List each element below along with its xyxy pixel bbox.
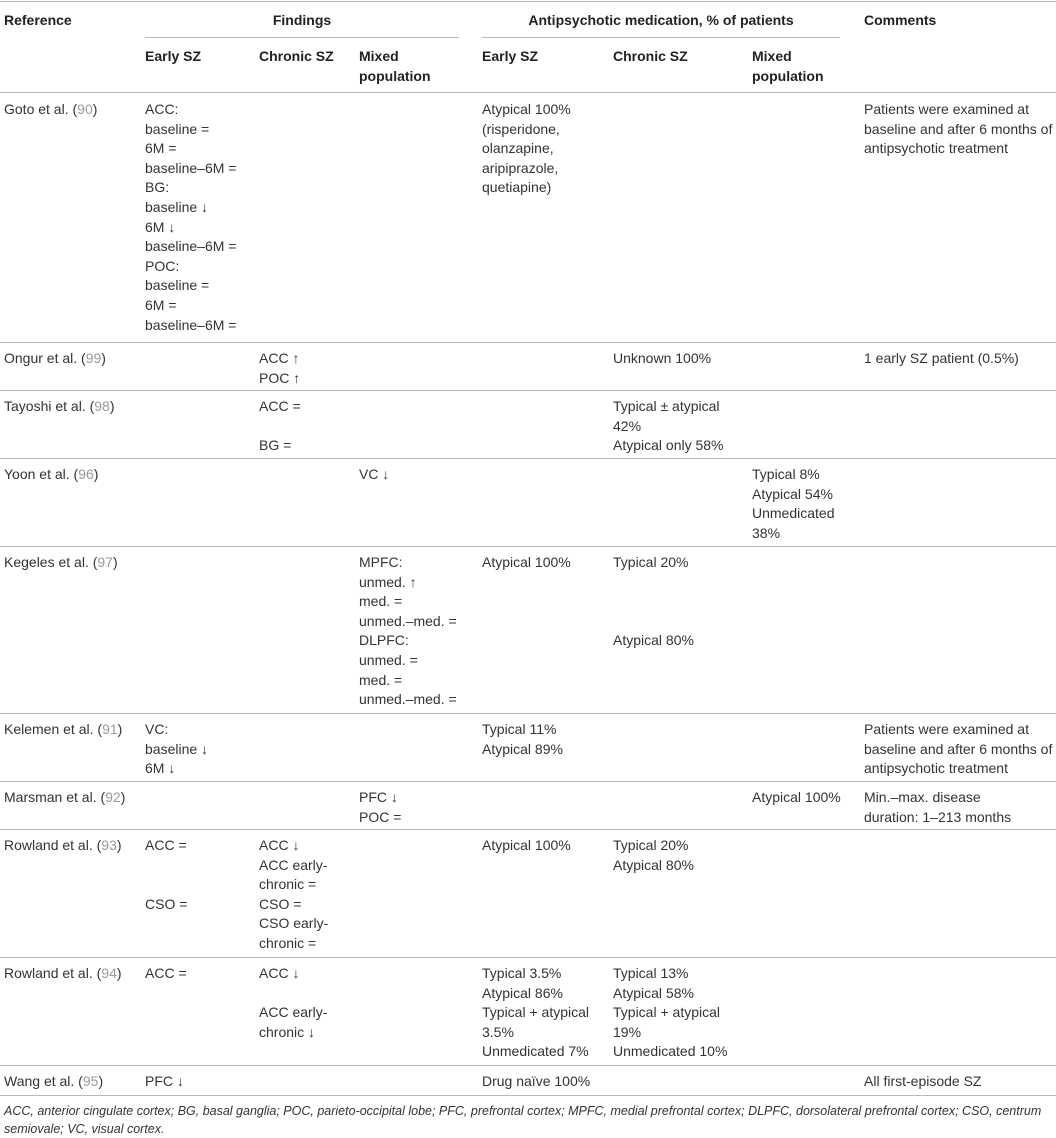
reference-cell <box>4 100 97 120</box>
table-footnote: ACC, anterior cingulate cortex; BG, basal ganglia; POC, parieto-occipital lobe; PFC, prefrontal cortex; MPFC, medial prefrontal cortex; DLPFC, dorsolateral prefrontal cortex; CSO, centrum semiovale; VC, visual cortex. <box>4 1104 1042 1136</box>
reference-close-paren: ) <box>120 789 126 805</box>
reference-close-paren: ) <box>112 554 118 570</box>
reference-number-link[interactable]: 97 <box>97 554 113 570</box>
reference-author: Kelemen et al. ( <box>4 721 103 737</box>
reference-author: Rowland et al. ( <box>4 965 102 981</box>
reference-cell <box>4 836 122 856</box>
medication-early-sz-cell: Typical 3.5% Atypical 86% Typical + atypical 3.5% Unmedicated 7% <box>482 965 589 1060</box>
findings-mixed-cell: PFC ↓ POC = <box>359 789 402 825</box>
row-divider <box>0 342 1056 343</box>
reference-number-link[interactable]: 95 <box>82 1073 99 1089</box>
reference-cell <box>4 1072 103 1092</box>
reference-author: Rowland et al. ( <box>4 837 102 853</box>
row-divider <box>0 458 1056 459</box>
row-divider <box>0 829 1056 830</box>
reference-close-paren: ) <box>117 721 123 737</box>
comment-cell: All first-episode SZ <box>864 1073 982 1089</box>
header-findings-early-sz: Early SZ <box>145 48 202 64</box>
findings-chronic-sz-cell: ACC = BG = <box>259 398 301 454</box>
reference-number-link[interactable]: 92 <box>105 789 121 805</box>
comment-cell: 1 early SZ patient (0.5%) <box>864 350 1019 366</box>
findings-early-sz-cell: PFC ↓ <box>145 1073 184 1089</box>
medication-chronic-sz-cell: Typical 20% Atypical 80% <box>613 554 694 649</box>
reference-cell <box>4 349 106 369</box>
header-medication: Antipsychotic medication, % of patients <box>528 12 794 28</box>
row-divider <box>0 390 1056 391</box>
reference-close-paren: ) <box>116 965 122 981</box>
reference-cell <box>4 788 125 808</box>
header-reference: Reference <box>4 12 72 28</box>
reference-cell <box>4 465 98 485</box>
medication-underline <box>482 37 840 38</box>
medication-chronic-sz-cell: Unknown 100% <box>613 350 712 366</box>
reference-number-link[interactable]: 90 <box>77 101 93 117</box>
reference-author: Yoon et al. ( <box>4 466 79 482</box>
row-divider <box>0 957 1056 958</box>
reference-close-paren: ) <box>98 1073 104 1089</box>
header-findings-mixed: Mixed population <box>359 48 431 84</box>
header-findings-chronic-sz: Chronic SZ <box>259 48 334 64</box>
comment-cell: Patients were examined at baseline and after 6 months of antipsychotic treatment <box>864 101 1053 157</box>
findings-early-sz-cell: ACC: baseline = 6M = baseline–6M = BG: baseline ↓ 6M ↓ baseline–6M = POC: baseline = 6M = baseline–6M = <box>145 101 237 333</box>
reference-author: Ongur et al. ( <box>4 350 86 366</box>
medication-early-sz-cell: Atypical 100% <box>482 837 571 853</box>
header-medication-mixed: Mixed population <box>752 48 824 84</box>
table-top-rule <box>0 1 1056 2</box>
comment-cell: Patients were examined at baseline and after 6 months of antipsychotic treatment <box>864 721 1053 777</box>
findings-chronic-sz-cell: ACC ↓ ACC early- chronic ↓ <box>259 965 328 1040</box>
header-medication-chronic-sz: Chronic SZ <box>613 48 688 64</box>
reference-author: Tayoshi et al. ( <box>4 398 95 414</box>
medication-early-sz-cell: Typical 11% Atypical 89% <box>482 721 563 757</box>
comment-cell: Min.–max. disease duration: 1–213 months <box>864 789 1012 825</box>
reference-number-link[interactable]: 99 <box>85 350 102 366</box>
findings-chronic-sz-cell: ACC ↑ POC ↑ <box>259 350 301 386</box>
reference-cell <box>4 964 122 984</box>
findings-chronic-sz-cell: ACC ↓ ACC early- chronic = CSO = CSO early- chronic = <box>259 837 329 951</box>
row-divider <box>0 1065 1056 1066</box>
reference-author: Kegeles et al. ( <box>4 554 98 570</box>
reference-author: Goto et al. ( <box>4 101 78 117</box>
medication-early-sz-cell: Drug naïve 100% <box>482 1073 591 1089</box>
findings-mixed-cell: VC ↓ <box>359 466 390 482</box>
medication-mixed-cell: Atypical 100% <box>752 789 841 805</box>
reference-close-paren: ) <box>101 350 106 366</box>
header-medication-early-sz: Early SZ <box>482 48 539 64</box>
findings-underline <box>145 37 459 38</box>
reference-close-paren: ) <box>93 466 99 482</box>
medication-mixed-cell: Typical 8% Atypical 54% Unmedicated 38% <box>752 466 835 541</box>
reference-cell <box>4 720 122 740</box>
reference-close-paren: ) <box>92 101 98 117</box>
reference-close-paren: ) <box>116 837 122 853</box>
reference-number-link[interactable]: 96 <box>78 466 94 482</box>
header-findings: Findings <box>272 12 332 28</box>
row-divider <box>0 1095 1056 1096</box>
reference-number-link[interactable]: 98 <box>94 398 110 414</box>
reference-number-link[interactable]: 93 <box>101 837 117 853</box>
medication-chronic-sz-cell: Typical 20% Atypical 80% <box>613 837 694 873</box>
row-divider <box>0 713 1056 714</box>
row-divider <box>0 781 1056 782</box>
medication-chronic-sz-cell: Typical 13% Atypical 58% Typical + atypical 19% Unmedicated 10% <box>613 965 728 1060</box>
header-bottom-rule <box>0 92 1056 93</box>
header-comments: Comments <box>864 12 937 28</box>
medication-chronic-sz-cell: Typical ± atypical 42% Atypical only 58% <box>613 398 724 454</box>
medication-early-sz-cell: Atypical 100% <box>482 554 571 570</box>
findings-early-sz-cell: VC: baseline ↓ 6M ↓ <box>145 721 209 777</box>
reference-author: Wang et al. ( <box>4 1073 83 1089</box>
reference-close-paren: ) <box>109 398 115 414</box>
reference-author: Marsman et al. ( <box>4 789 106 805</box>
reference-cell <box>4 553 118 573</box>
reference-number-link[interactable]: 94 <box>101 965 117 981</box>
row-divider <box>0 546 1056 547</box>
reference-cell <box>4 397 115 417</box>
findings-early-sz-cell: ACC = <box>145 965 187 981</box>
medication-early-sz-cell: Atypical 100% (risperidone, olanzapine, aripiprazole, quetiapine) <box>482 101 571 196</box>
findings-mixed-cell: MPFC: unmed. ↑ med. = unmed.–med. = DLPFC: unmed. = med. = unmed.–med. = <box>359 554 457 708</box>
reference-number-link[interactable]: 91 <box>102 721 118 737</box>
findings-early-sz-cell: ACC = CSO = <box>145 837 188 912</box>
